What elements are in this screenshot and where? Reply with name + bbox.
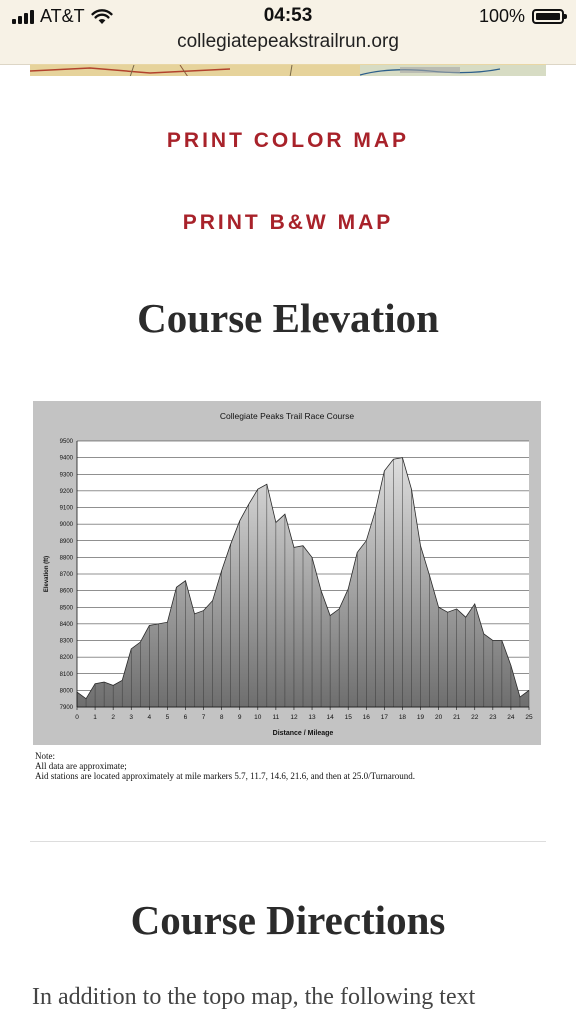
y-tick-label: 7900 (59, 705, 73, 711)
x-tick-label: 4 (147, 714, 152, 721)
x-tick-label: 9 (237, 714, 242, 721)
x-tick-label: 10 (254, 714, 262, 721)
y-tick-label: 9300 (59, 472, 73, 479)
x-tick-label: 21 (453, 714, 461, 721)
y-tick-label: 9200 (59, 488, 73, 495)
y-tick-label: 8000 (59, 688, 73, 695)
x-tick-label: 7 (201, 714, 206, 721)
elevation-chart (33, 401, 541, 745)
carrier-name: AT&T (40, 6, 85, 26)
clock: 04:53 (263, 5, 313, 26)
x-tick-label: 20 (434, 714, 443, 721)
x-tick-label: 3 (129, 714, 134, 721)
intro-paragraph: In addition to the topo map, the following text (32, 984, 476, 1010)
x-tick-label: 18 (398, 714, 407, 721)
print-color-map-link[interactable]: PRINT COLOR MAP (166, 129, 410, 152)
x-tick-label: 14 (326, 714, 334, 721)
x-tick-label: 8 (219, 714, 224, 721)
x-tick-label: 0 (75, 714, 79, 721)
y-tick-label: 9400 (59, 455, 73, 462)
x-tick-label: 22 (471, 714, 479, 721)
y-tick-label: 9500 (59, 439, 73, 445)
y-axis-label: Elevation (ft) (44, 555, 50, 593)
x-tick-label: 12 (290, 714, 298, 721)
print-bw-map-link[interactable]: PRINT B&W MAP (182, 211, 394, 234)
x-tick-label: 11 (272, 714, 280, 721)
y-tick-label: 8900 (59, 538, 73, 545)
x-tick-label: 2 (111, 714, 115, 721)
x-tick-label: 19 (416, 714, 425, 721)
y-tick-label: 8200 (59, 655, 73, 662)
y-tick-label: 8600 (59, 588, 73, 595)
course-directions-heading: Course Directions (130, 897, 446, 943)
y-tick-label: 8800 (59, 555, 73, 562)
x-tick-label: 23 (489, 714, 497, 721)
y-tick-label: 8100 (59, 671, 73, 678)
x-tick-label: 15 (344, 714, 352, 721)
battery-percent: 100% (478, 6, 525, 26)
x-axis-label: Distance / Mileage (272, 730, 334, 737)
chart-title: Collegiate Peaks Trail Race Course (219, 411, 355, 421)
y-tick-label: 8300 (59, 638, 73, 645)
x-tick-label: 5 (165, 714, 170, 721)
battery-group (479, 6, 564, 27)
topo-map-image (30, 64, 546, 76)
battery-icon (532, 9, 564, 24)
x-tick-label: 6 (183, 714, 188, 721)
y-tick-label: 8500 (59, 605, 73, 612)
note-line: Note: (35, 751, 55, 761)
y-tick-label: 8700 (59, 572, 73, 578)
y-tick-label: 9000 (59, 522, 73, 529)
note-line: All data are approximate; (35, 761, 127, 771)
x-tick-label: 1 (93, 714, 97, 721)
y-tick-label: 8400 (59, 621, 73, 628)
y-tick-label: 9100 (59, 505, 73, 512)
x-tick-label: 25 (525, 714, 533, 721)
note-line: Aid stations are located approximately at mile markers 5.7, 11.7, 14.6, 21.6, and then at 25.0/Turnaround. (35, 771, 416, 781)
x-tick-label: 17 (380, 714, 388, 721)
address-bar-url[interactable]: collegiatepeakstrailrun.org (177, 31, 399, 52)
x-tick-label: 16 (362, 714, 370, 721)
x-tick-label: 24 (507, 714, 515, 721)
x-tick-label: 13 (308, 714, 316, 721)
elevation-chart-svg (33, 401, 541, 745)
section-divider (30, 841, 546, 842)
course-elevation-heading: Course Elevation (137, 295, 439, 341)
chart-notes (35, 751, 415, 781)
status-bar (0, 0, 576, 65)
